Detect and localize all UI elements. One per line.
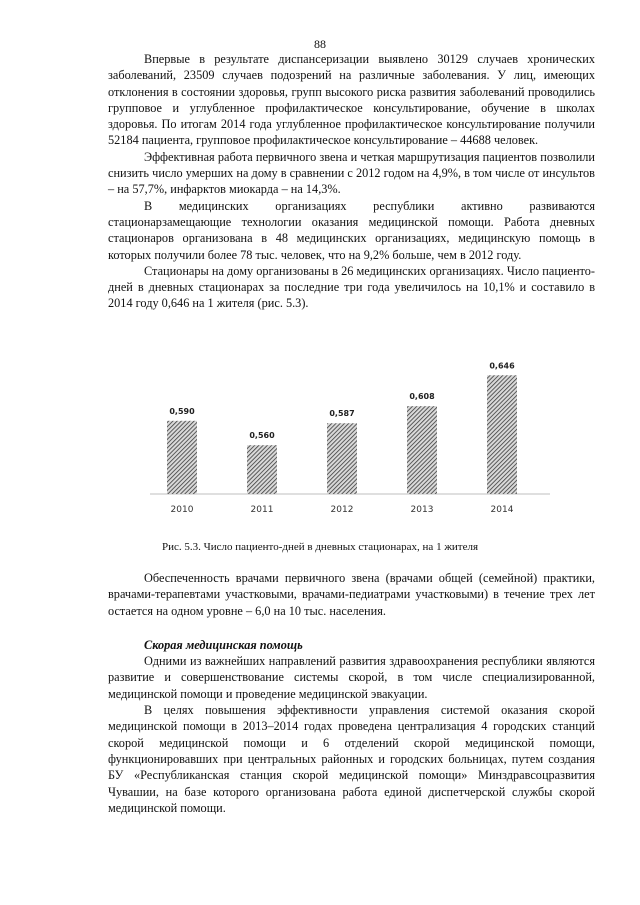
text-block-bottom [108,570,595,816]
x-tick-label-2013: 2013 [410,505,434,515]
x-tick-label-2010: 2010 [170,505,194,515]
paragraph: Обеспеченность врачами первичного звена (врачами общей (семейной) практики, врачами-терапевтами участковыми, врачами-педиатрами участковыми) в течение трех лет остается на одном уровне – 6,0 на 10 тыс. населения. [108,571,595,618]
bar-2011 [247,445,277,494]
bar-2014 [487,375,517,494]
figure-caption: Рис. 5.3. Число пациенто-дней в дневных стационарах, на 1 жителя [161,541,479,553]
paragraph: Одними из важнейших направлений развития здравоохранения республики являются развитие и совершенствование системы скорой, в том числе специализированной, медицинской помощи и проведение медицинской эвакуации. [108,654,595,701]
bar-2010 [167,421,197,494]
paragraph: Эффективная работа первичного звена и четкая маршрутизация пациентов позволили снизить число умерших на дому в сравнении с 2012 годом на 4,9%, в том числе от инсультов – на 57,7%, инфарктов миокарда – на 14,3%. [108,149,595,197]
data-label-2011: 0,560 [249,431,275,441]
paragraph: Впервые в результате диспансеризации выявлено 30129 случаев хронических заболеваний, 23509 случаев подозрений на различные заболевания. У лиц, имеющих отклонения в состоянии здоровья, групп высокого риска развития заболеваний проводились групповое и углубленное профилактическое консультирование, обучение в школах здоровья. По итогам 2014 года углубленное профилактическое консультирование получили 52184 пациента, групповое профилактическое консультирование – 44688 человек. [108,52,595,148]
page-number: 88 [314,37,326,51]
text-block-top [108,51,595,312]
paragraph: В медицинских организациях республики активно развиваются стационарзамещающие технологии оказания медицинской помощи. Работа дневных стационаров организована в 48 медицинских организациях, медицинскую помощь в которых получили более 78 тыс. человек, что на 9,2% больше, чем в 2012 году. [108,198,595,262]
x-tick-label-2012: 2012 [330,505,354,515]
bar-chart [150,350,550,520]
x-tick-label-2014: 2014 [490,505,514,515]
data-label-2014: 0,646 [489,361,515,371]
paragraph: Стационары на дому организованы в 26 медицинских организациях. Число пациенто-дней в дневных стационарах за последние три года увеличилось на 10,1% и составило в 2014 году 0,646 на 1 жителя (рис. 5.3). [108,263,595,311]
bar-2013 [407,406,437,494]
bar-2012 [327,423,357,494]
data-label-2010: 0,590 [169,406,195,416]
paragraph: В целях повышения эффективности управления системой оказания скорой медицинской помощи в 2013–2014 годах проведена централизация 4 городских станций скорой медицинской помощи и 6 отделений скорой медицинской помощи, функционировавших при центральных районных и городских больницах, путем создания БУ «Республиканская станция скорой медицинской помощи» Минздравсоцразвития Чувашии, на базе которого организована работа единой диспетчерской службы скорой медицинской помощи. [108,703,595,815]
data-label-2013: 0,608 [409,392,435,402]
x-tick-label-2011: 2011 [250,505,274,515]
data-label-2012: 0,587 [329,409,355,419]
chart-svg [150,350,550,520]
section-title: Скорая медицинская помощь [144,637,303,652]
